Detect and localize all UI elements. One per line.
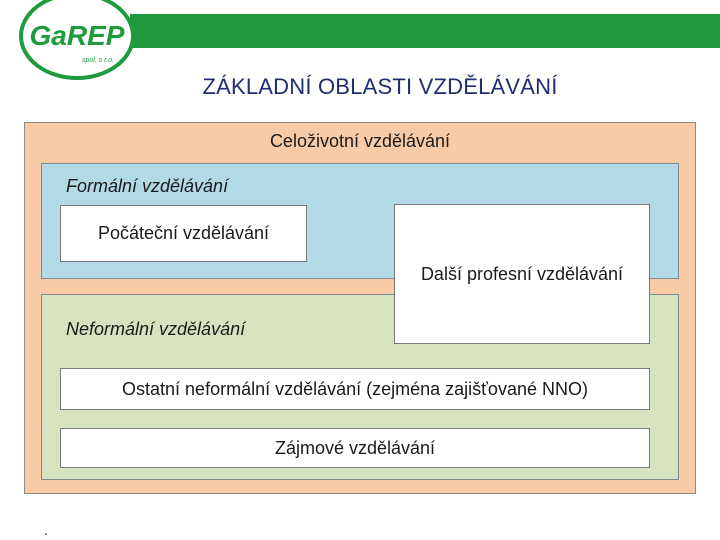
nonformal-education-label: Neformální vzdělávání bbox=[66, 319, 246, 339]
garep-logo-icon bbox=[18, 0, 136, 80]
further-professional-education-box: Další profesní vzdělávání bbox=[394, 204, 650, 344]
logo-text: GaREP bbox=[29, 20, 125, 51]
other-nonformal-education-box: Ostatní neformální vzdělávání (zejména zajišťované NNO) bbox=[60, 368, 650, 410]
page-title: ZÁKLADNÍ OBLASTI VZDĚLÁVÁNÍ bbox=[202, 74, 558, 99]
interest-education-box: Zájmové vzdělávání bbox=[60, 428, 650, 468]
initial-education-box: Počáteční vzdělávání bbox=[60, 205, 307, 262]
footer-mark: . bbox=[44, 522, 48, 538]
lifelong-learning-label: Celoživotní vzdělávání bbox=[269, 131, 451, 151]
formal-education-label: Formální vzdělávání bbox=[66, 176, 229, 196]
header-green-bar bbox=[130, 14, 720, 48]
logo-subtext: spol. s r.o. bbox=[81, 57, 115, 64]
